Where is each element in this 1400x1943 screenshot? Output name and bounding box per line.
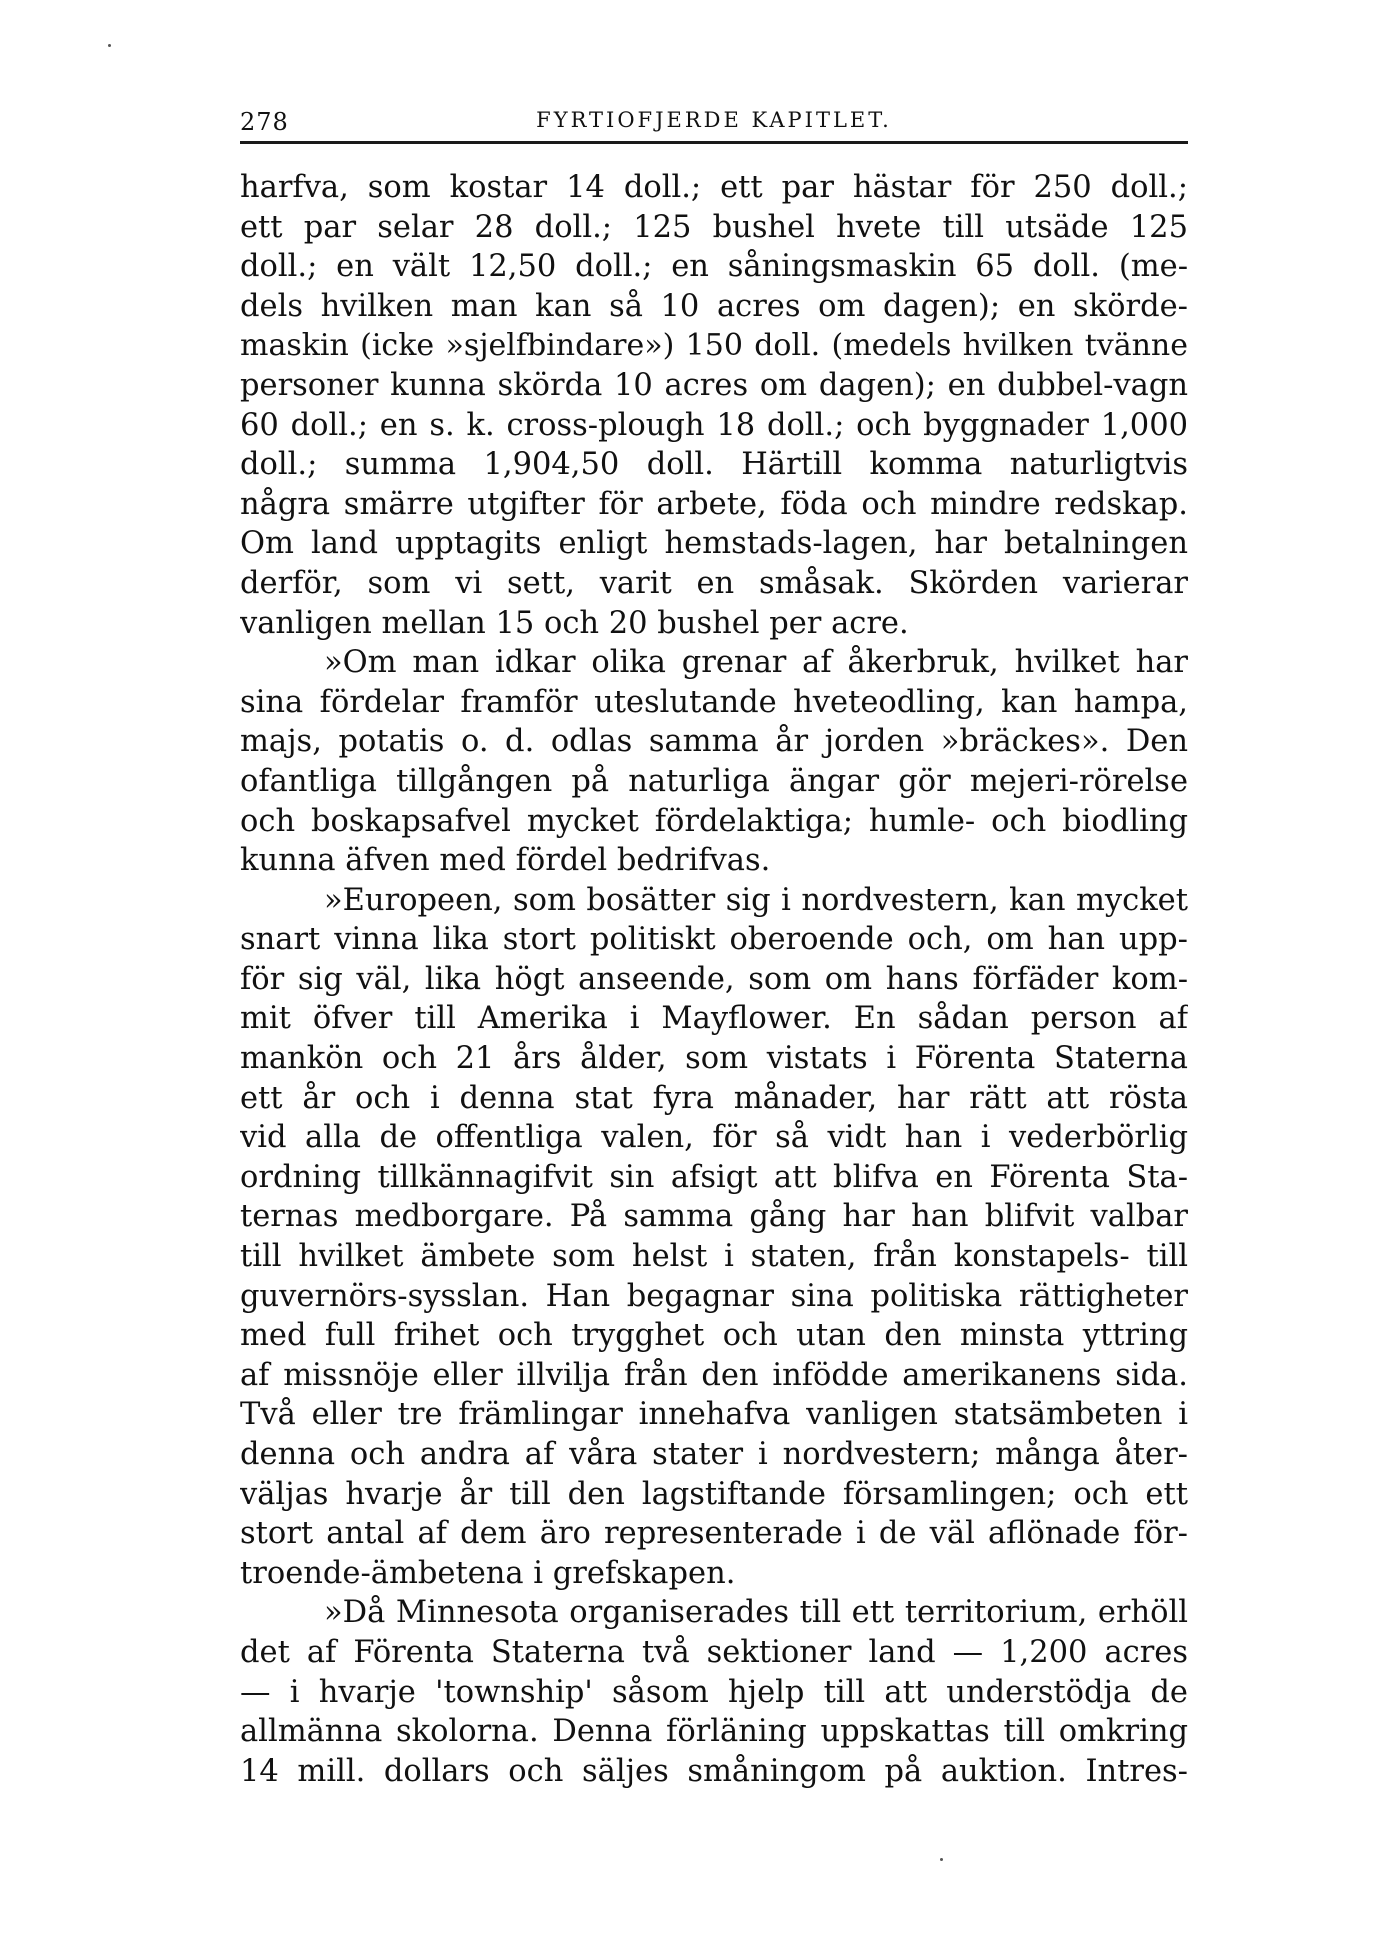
text-line: harfva, som kostar 14 doll.; ett par hästar för 250 doll.; [240,170,1188,205]
text-line: ordning tillkännagifvit sin afsigt att blifva en Förenta Sta- [240,1159,1188,1195]
text-line: mankön och 21 års ålder, som vistats i Förenta Staterna [240,1041,1188,1077]
text-line: denna och andra af våra stater i nordvestern; många åter- [240,1437,1188,1472]
text-line: ofantliga tillgången på naturliga ängar gör mejeri-rörelse [240,763,1188,799]
page-header [240,106,1188,142]
text-line: sina fördelar framför uteslutande hveteodling, kan hampa, [240,684,1188,720]
text-line: troende-ämbetena i grefskapen. [240,1555,736,1591]
text-line: »Då Minnesota organiserades till ett territorium, erhöll [324,1595,1188,1631]
text-line: Om land upptagits enligt hemstads-lagen, har betalningen [240,526,1188,562]
text-line: majs, potatis o. d. odlas samma år jorden »bräckes». Den [240,724,1188,760]
text-line: vanligen mellan 15 och 20 bushel per acre. [240,605,909,641]
text-line: och boskapsafvel mycket fördelaktiga; humle- och biodling [240,803,1188,839]
text-line: ett par selar 28 doll.; 125 bushel hvete till utsäde 125 [240,209,1188,245]
text-line: till hvilket ämbete som helst i staten, från konstapels- till [240,1239,1188,1275]
page-number: 278 [240,108,289,136]
text-line: guvernörs-sysslan. Han begagnar sina politiska rättigheter [240,1278,1188,1314]
text-line: dels hvilken man kan så 10 acres om dagen); en skörde- [240,288,1188,324]
text-line: vid alla de offentliga valen, för så vidt han i vederbörlig [240,1120,1188,1156]
paper-speck [108,44,111,47]
text-line: doll.; en vält 12,50 doll.; en såningsmaskin 65 doll. (me- [240,249,1188,285]
text-line: ett år och i denna stat fyra månader, har rätt att rösta [240,1080,1188,1116]
text-line: allmänna skolorna. Denna förläning uppskattas till omkring [240,1714,1188,1750]
text-line: ternas medborgare. På samma gång har han blifvit valbar [240,1199,1188,1235]
text-line: för sig väl, lika högt anseende, som om hans förfäder kom- [240,961,1188,997]
text-line: 14 mill. dollars och säljes småningom på auktion. Intres- [240,1753,1188,1789]
text-line: »Europeen, som bosätter sig i nordvestern, kan mycket [324,882,1188,918]
text-line: det af Förenta Staterna två sektioner land — 1,200 acres [240,1634,1188,1670]
text-line: maskin (icke »sjelfbindare») 150 doll. (medels hvilken tvänne [240,328,1188,364]
text-line: snart vinna lika stort politiskt oberoende och, om han upp- [240,922,1188,958]
text-line: stort antal af dem äro representerade i de väl aflönade för- [240,1516,1188,1552]
body-text [240,168,1188,1791]
text-line: doll.; summa 1,904,50 doll. Härtill komma naturligtvis [240,447,1188,483]
running-head: FYRTIOFJERDE KAPITLET. [536,108,892,132]
text-line: — i hvarje 'township' såsom hjelp till att understödja de [240,1674,1188,1710]
text-line: personer kunna skörda 10 acres om dagen); en dubbel-vagn [240,367,1188,403]
paper-speck [940,1858,943,1861]
text-line: »Om man idkar olika grenar af åkerbruk, hvilket har [324,645,1188,681]
text-line: 60 doll.; en s. k. cross-plough 18 doll.; och byggnader 1,000 [240,407,1188,443]
text-line: väljas hvarje år till den lagstiftande församlingen; och ett [240,1476,1188,1512]
header-rule [240,141,1188,144]
text-line: några smärre utgifter för arbete, föda och mindre redskap. [240,486,1188,522]
text-line: Två eller tre främlingar innehafva vanligen statsämbeten i [240,1397,1188,1433]
text-line: af missnöje eller illvilja från den infödde amerikanens sida. [240,1357,1188,1393]
text-line: derför, som vi sett, varit en småsak. Skörden varierar [240,565,1188,601]
text-line: med full frihet och trygghet och utan den minsta yttring [240,1318,1188,1354]
text-line: kunna äfven med fördel bedrifvas. [240,843,771,879]
text-line: mit öfver till Amerika i Mayflower. En sådan person af [240,1001,1188,1037]
